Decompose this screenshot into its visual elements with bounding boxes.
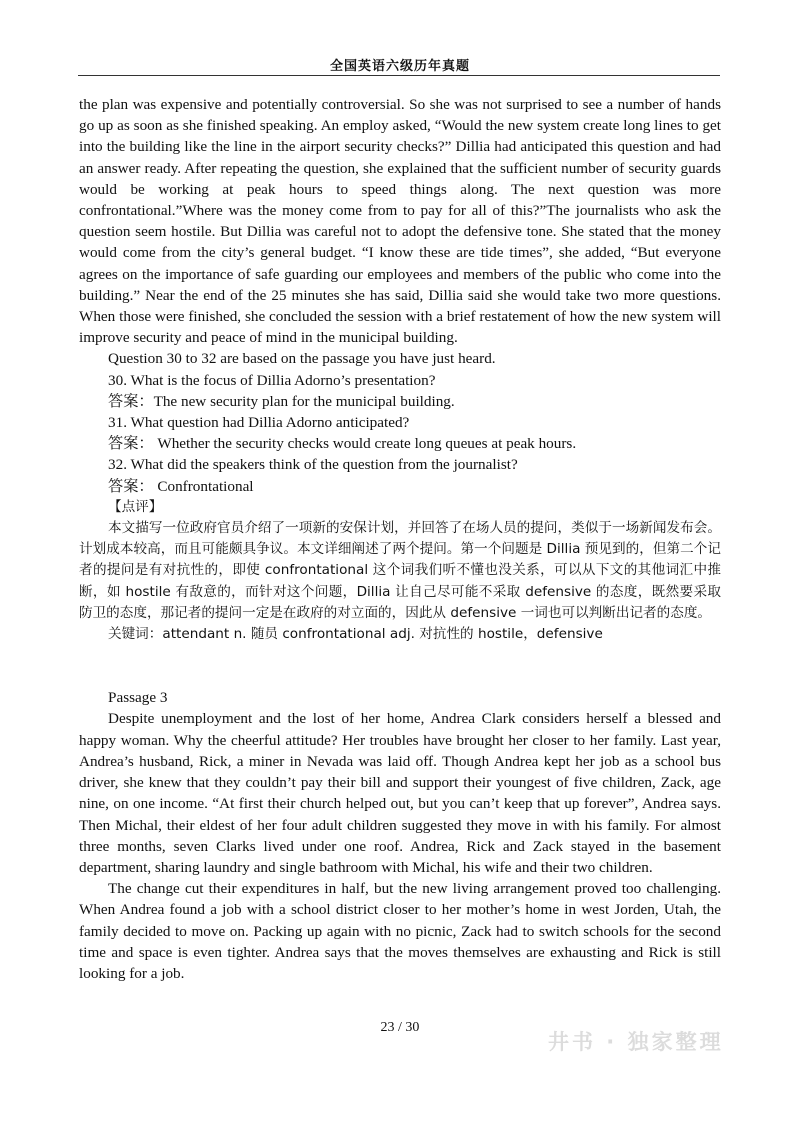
passage3-paragraph-2: The change cut their expenditures in half, but the new living arrangement proved too challenging. When Andrea found a job with a school district closer to her mother’s home in west Jorden, Utah, the family decided to move on. Packing up again with no picnic, Zack had to switch schools for the second time and space is even tighter. Andrea says that the moves themselves are exhausting and Rick is still looking for a job. (79, 880, 721, 982)
answer-32: 答案： Confrontational (108, 477, 254, 495)
passage2-paragraph: the plan was expensive and potentially controversial. So she was not surprised to see a number of hands go up as soon as she finished speaking. An employ asked, “Would the new system create long lines to get into the building like the line in the airport security checks?” Dillia had anticipated this question and had an answer ready. After repeating the question, she explained that the sufficient number of security guards would be working at peak hours to speed things along. The next question was more confrontational.”Where was the money come from to pay for all of this?”The journalists who ask the question seem hostile. But Dillia was careful not to adopt the defensive tone. She stated that the money would come from the city’s general budget. “I know these are tide times”, she added, “But everyone agrees on the importance of safe guarding our employees and members of the public who come into the building.” Near the end of the 25 minutes she has said, Dillia said she would take two more questions. When those were finished, she concluded the session with a brief restatement of how the new system will improve security and peace of mind in the municipal building. (79, 96, 721, 347)
document-body (79, 94, 721, 984)
question-31: 31. What question had Dillia Adorno anticipated? (108, 414, 410, 432)
answer-31: 答案： Whether the security checks would create long queues at peak hours. (108, 435, 577, 453)
answer-30: 答案：The new security plan for the municipal building. (108, 392, 455, 410)
question-32: 32. What did the speakers think of the question from the journalist? (108, 456, 518, 474)
passage3-title: Passage 3 (108, 689, 168, 707)
review-text: 本文描写一位政府官员介绍了一项新的安保计划，并回答了在场人员的提问，类似于一场新闻发布会。计划成本较高，而且可能颇具争议。本文详细阐述了两个提问。第一个问题是 Dillia 预见到的，但第二个记者的提问是有对抗性的，即使 confrontational 这个词我们听不懂也没关系，可以从下文的其他词汇中推断，如 hostile 有敌意的，而针对这个问题，Dillia 让自己尽可能不采取 defensive 的态度，既然要采取防卫的态度，那记者的提问一定是在政府的对立面的，因此从 defensive 一词也可以判断出记者的态度。 (79, 520, 721, 621)
page-header-title: 全国英语六级历年真题 (329, 59, 470, 74)
page-number: 23 / 30 (380, 1020, 420, 1035)
section-gap (79, 645, 721, 687)
review-heading: 【点评】 (108, 498, 163, 515)
header-divider (78, 75, 720, 76)
keywords-line: 关键词：attendant n. 随员 confrontational adj. 对抗性的 hostile，defensive (108, 626, 603, 643)
question-intro: Question 30 to 32 are based on the passage you have just heard. (108, 350, 496, 368)
question-30: 30. What is the focus of Dillia Adorno’s presentation? (108, 371, 436, 389)
passage3-paragraph-1: Despite unemployment and the lost of her home, Andrea Clark considers herself a blessed and happy woman. Why the cheerful attitude? Her troubles have brought her closer to her family. Last year, Andrea’s husband, Rick, a miner in Nevada was laid off. Though Andrea kept her job as a school bus driver, she knew that they couldn’t pay their bill and support their youngest of five children, Zack, age nine, on one income. “At first their church helped out, but you can’t keep that up forever”, Andrea says. Then Michal, their eldest of her four adult children suggested they move in with his family. For almost three months, seven Clarks lived under one roof. Andrea, Rick and Zack stayed in the basement department, sharing laundry and single bathroom with Michal, his wife and their two children. (79, 710, 721, 876)
watermark-text: 井书 · 独家整理 (548, 1030, 724, 1054)
